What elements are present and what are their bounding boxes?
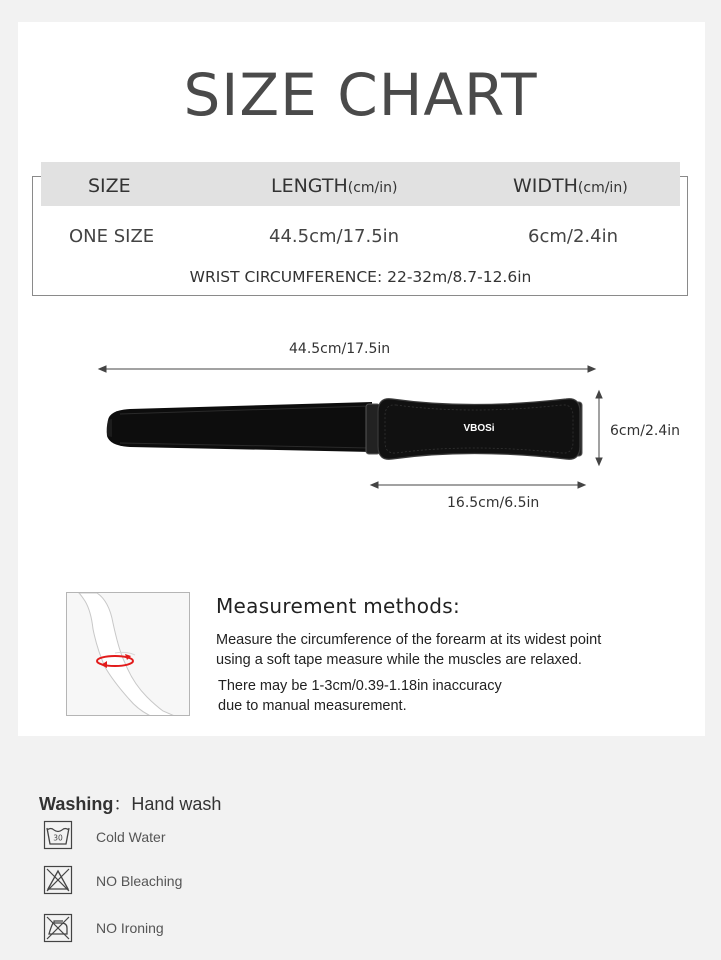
svg-text:30: 30 xyxy=(53,833,63,843)
elbow-strap xyxy=(107,399,582,459)
header-width: WIDTH(cm/in) xyxy=(513,175,628,197)
width-dimension-label: 6cm/2.4in xyxy=(610,423,680,439)
pad-dimension-label: 16.5cm/6.5in xyxy=(447,495,540,511)
cold-water-label: Cold Water xyxy=(96,829,166,845)
header-size: SIZE xyxy=(88,175,131,197)
pad-arrow xyxy=(371,482,585,488)
wrist-circumference: WRIST CIRCUMFERENCE: 22-32m/8.7-12.6in xyxy=(189,268,532,286)
cell-size: ONE SIZE xyxy=(69,226,155,247)
header-length: LENGTH(cm/in) xyxy=(271,175,398,197)
no-bleach-icon xyxy=(43,865,73,895)
measurement-instructions: Measure the circumference of the forearm at its widest point using a soft tape measure while the muscles are relaxed. xyxy=(216,632,602,668)
no-bleaching-label: NO Bleaching xyxy=(96,873,183,889)
length-dimension-label: 44.5cm/17.5in xyxy=(289,341,391,357)
no-ironing-label: NO Ironing xyxy=(96,920,164,936)
forearm-measurement-image xyxy=(66,592,190,716)
brand-logo: VBOSi xyxy=(463,423,495,434)
no-iron-icon xyxy=(43,913,73,943)
length-arrow xyxy=(99,366,595,372)
width-arrow xyxy=(596,391,602,465)
cell-width: 6cm/2.4in xyxy=(528,226,618,247)
washing-title: Washing：Hand wash xyxy=(39,794,222,814)
measurement-note: There may be 1-3cm/0.39-1.18in inaccuracy due to manual measurement. xyxy=(218,678,502,714)
measurement-title: Measurement methods: xyxy=(216,594,461,618)
cell-length: 44.5cm/17.5in xyxy=(269,226,400,247)
page-title: SIZE CHART xyxy=(183,61,538,129)
wash-30-icon xyxy=(43,820,73,850)
